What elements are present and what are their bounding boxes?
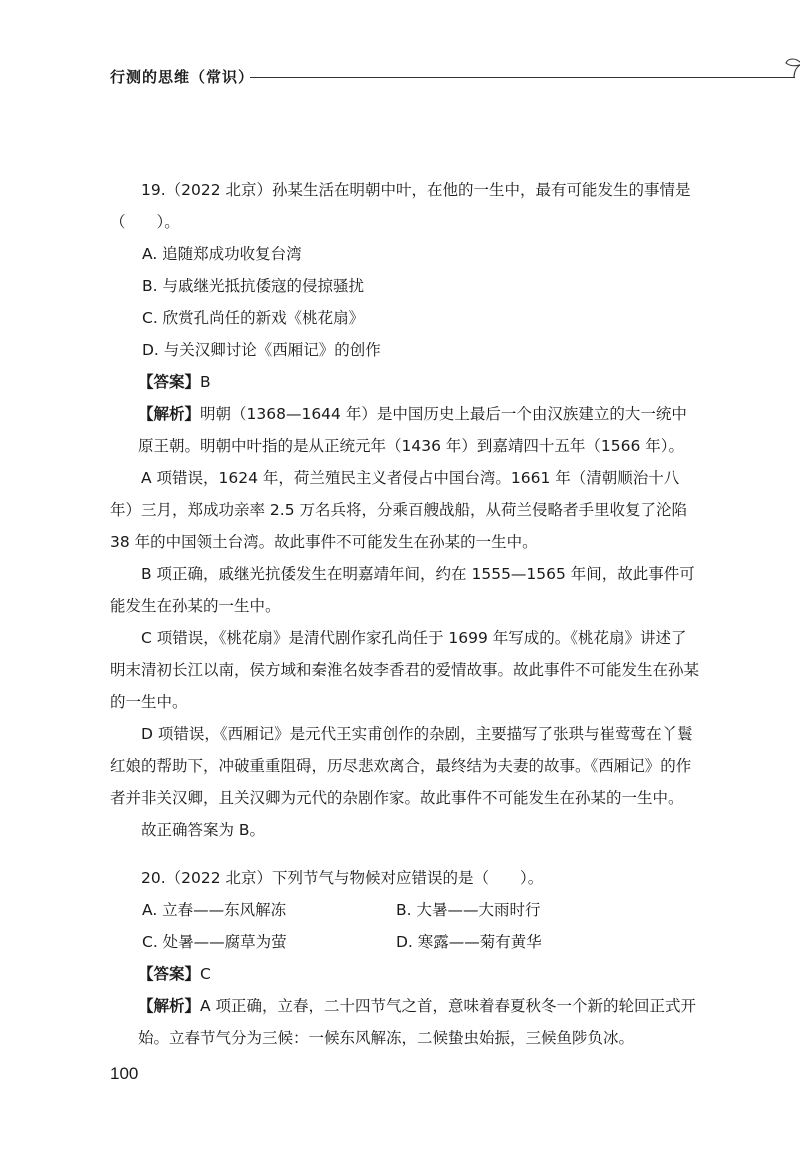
answer-tag: 【答案】 xyxy=(138,373,201,391)
question-19-explanation-c: C 项错误，《桃花扇》是清代剧作家孔尚任于 1699 年写成的。《桃花扇》讲述了明末清初长江以南，侯方域和秦淮名妓李香君的爱情故事。故此事件不可能发生在孙某的一生中。 xyxy=(110,629,700,711)
question-20-analysis xyxy=(110,990,702,1054)
answer-value: B xyxy=(200,373,211,391)
question-20-option-b: B. 大暑——大雨时行 xyxy=(396,901,541,919)
analysis-text: A 项正确，立春，二十四节气之首，意味着春夏秋冬一个新的轮回正式开始。立春节气分为三候：一候东风解冻，二候蛰虫始振，三候鱼陟负冰。 xyxy=(138,997,697,1047)
question-20-option-c: C. 处暑——腐草为萤 xyxy=(142,933,287,951)
question-20-option-a: A. 立春——东风解冻 xyxy=(142,901,287,919)
running-header xyxy=(110,62,720,92)
header-title: 行测的思维（常识） xyxy=(110,68,255,86)
page-number: 100 xyxy=(110,1064,139,1083)
header-rule xyxy=(250,77,795,78)
question-19-conclusion: 故正确答案为 B。 xyxy=(141,821,266,839)
question-19-analysis xyxy=(110,398,702,462)
question-19-stem: 19.（2022 北京）孙某生活在明朝中叶，在他的一生中，最有可能发生的事情是（ ）。 xyxy=(110,181,691,231)
answer-value: C xyxy=(200,965,211,983)
question-19-explanation-a: A 项错误，1624 年，荷兰殖民主义者侵占中国台湾。1661 年（清朝顺治十八年）三月，郑成功亲率 2.5 万名兵将，分乘百艘战船，从荷兰侵略者手里收复了沦陷 38 年的中国领土台湾。故此事件不可能发生在孙某的一生中。 xyxy=(110,469,688,551)
analysis-text: 明朝（1368—1644 年）是中国历史上最后一个由汉族建立的大一统中原王朝。明朝中叶指的是从正统元年（1436 年）到嘉靖四十五年（1566 年）。 xyxy=(138,405,687,455)
question-19-answer xyxy=(110,366,702,398)
question-20-option-d: D. 寒露——菊有黄华 xyxy=(396,933,542,951)
question-19-explanation-d: D 项错误，《西厢记》是元代王实甫创作的杂剧，主要描写了张珙与崔莺莺在丫鬟红娘的帮助下，冲破重重阻碍，历尽悲欢离合，最终结为夫妻的故事。《西厢记》的作者并非关汉卿，且关汉卿为元代的杂剧作家。故此事件不可能发生在孙某的一生中。 xyxy=(110,725,693,807)
page-content xyxy=(110,174,702,1054)
question-19-explanation-b: B 项正确，戚继光抗倭发生在明嘉靖年间，约在 1555—1565 年间，故此事件可能发生在孙某的一生中。 xyxy=(110,565,695,615)
question-20-stem: 20.（2022 北京）下列节气与物候对应错误的是（ ）。 xyxy=(141,869,544,887)
question-19 xyxy=(110,174,702,846)
analysis-tag: 【解析】 xyxy=(138,997,201,1015)
question-20-answer xyxy=(110,958,702,990)
question-19-option-b: B. 与戚继光抵抗倭寇的侵掠骚扰 xyxy=(142,277,364,295)
question-20-options-row-2 xyxy=(110,926,702,958)
question-19-option-c: C. 欣赏孔尚任的新戏《桃花扇》 xyxy=(142,309,365,327)
question-20-options-row-1 xyxy=(110,894,702,926)
analysis-tag: 【解析】 xyxy=(138,405,201,423)
answer-tag: 【答案】 xyxy=(138,965,201,983)
question-19-option-a: A. 追随郑成功收复台湾 xyxy=(142,245,302,263)
question-20 xyxy=(110,862,702,1054)
question-19-option-d: D. 与关汉卿讨论《西厢记》的创作 xyxy=(142,341,381,359)
sprout-icon xyxy=(782,54,800,84)
